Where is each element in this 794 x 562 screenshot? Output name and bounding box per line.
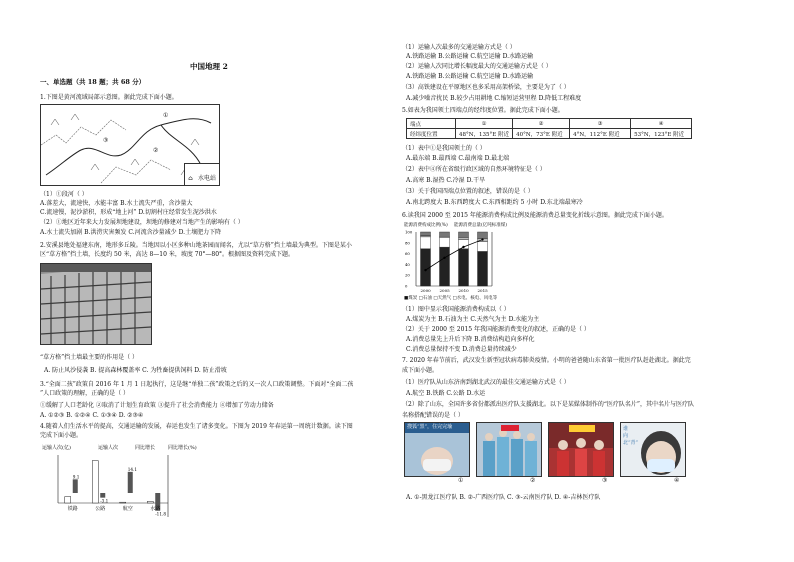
photo-label-4: ④ (674, 477, 680, 484)
q4-s1: （1）运输人次最多的交通运输方式是（ ） (402, 44, 516, 51)
passenger-bar (120, 502, 126, 503)
q1-s2-options: A.水土流失加剧 B.洪涝灾害频发 C.河流含沙量减少 D.土壤肥力下降 (40, 229, 222, 236)
energy-bar-segment (459, 232, 469, 237)
growth-value-label: 9.1 (72, 474, 80, 480)
table-cell: 4°N，112°E 附近 (570, 129, 631, 139)
map-label-2: ② (153, 147, 159, 154)
q5-intro: 5.如表为我国领土四端点的经纬度位置。据此完成下面小题。 (402, 107, 564, 114)
total-consumption-line (426, 240, 483, 271)
chart2-ylabel: 能源消费构成比例(%) (404, 223, 448, 228)
table-cell: 48°N，135°E 附近 (456, 129, 513, 139)
map-label-3: ③ (103, 137, 109, 144)
energy-bar-segment (440, 247, 450, 286)
medical-photo-3 (548, 422, 614, 477)
y-tick-label: 100 (405, 229, 413, 235)
medical-photo-1 (404, 422, 470, 477)
table-cell: 40°N，73°E 附近 (513, 129, 570, 139)
chart1-ylabel: 运输人次(亿) (42, 445, 71, 451)
q4-s3: （3）高铁建设在平原地区也多采用高架桥梁，主要是为了（ ） (402, 84, 570, 91)
q4-s2-options: A.铁路运输 B.公路运输 C.航空运输 D.水路运输 (406, 73, 534, 80)
photo-label-1: ① (458, 477, 464, 484)
q3-options1: ①缓解了人口老龄化 ②取消了计划生育政策 ③提升了社会消费能力 ④增加了劳动力储备 (40, 402, 274, 409)
q4-s3-options: A.减少噪音扰民 B.较少占用耕地 C.缩短运营里程 D.降低工程难度 (406, 95, 582, 102)
table-row (407, 129, 692, 139)
q4-line2: 完成下面小题。 (40, 432, 83, 439)
yellow-river-map (40, 104, 220, 186)
category-label: 铁路 (67, 506, 78, 512)
q3-line1: 3.“全面二孩”政策自 2016 年 1 月 1 日起执行，这是继“单独二孩”政策之后的又一次人口政策调整。下面对“全面二孩 (40, 381, 354, 388)
q6-intro: 6.读我国 2000 至 2015 年能源消费构成比例及能源消费总量变化折线示意图。据此完成下面小题。 (402, 212, 668, 219)
table-cell: 端点 (407, 119, 456, 129)
q7-s1-options: A.航空 B.铁路 C.公路 D.水运 (406, 390, 486, 397)
chart2-svg (404, 228, 504, 298)
growth-bar (100, 493, 105, 498)
q6-s2-options-cd: C.消费总量保持不变 D.消费总量持续减少 (406, 346, 517, 353)
table-cell: 53°N，123°E 附近 (631, 129, 692, 139)
photo3-svg (549, 423, 613, 476)
passenger-bar (147, 501, 153, 503)
photo-svg (41, 264, 151, 344)
q3-line2: ”人口政策的理解，正确的是（ ） (40, 390, 129, 397)
map-legend-label: 水电站 (197, 175, 216, 182)
y-tick-label: 40 (405, 261, 410, 267)
table-row (407, 119, 692, 129)
growth-bar (73, 479, 78, 493)
spring-transport-chart (40, 445, 215, 520)
growth-value-label: -3.1 (100, 498, 109, 504)
q7-s2-options: A. ①-黑龙江医疗队 B. ②-广西医疗队 C. ③-云南医疗队 D. ④-吉林医疗队 (406, 494, 601, 501)
energy-chart (404, 222, 508, 302)
endpoints-table (406, 118, 692, 139)
map-legend (184, 163, 219, 185)
q7-s2: （2）除了山东，全国许多省份都派出医疗队支援湖北。以下是某媒体制作的“医疗队名片”，其中名片与医疗队 (402, 401, 694, 408)
q2-line1: 2.安溪县地处福建东南，地形多丘陵。当地因以小区多种山地茶园而闻名，尤以“草方格”挡土墙最为典型。下图是某小 (40, 242, 352, 249)
chart2-legend: ■煤炭 □石油 □天然气 □水电、核电、风电等 (404, 296, 498, 301)
energy-bar-segment (459, 237, 469, 239)
year-label: 2000 (420, 288, 431, 293)
energy-bar-segment (478, 242, 488, 252)
medical-photo-4 (620, 422, 686, 477)
energy-bar-segment (478, 251, 488, 286)
energy-bar-segment (421, 237, 431, 249)
q1-s2: （2）①地区近年来大力发展坝地建设，坝地的修建对当地产生的影响有（ ） (40, 219, 244, 226)
q6-s2-options-ab: A.消费总量先上升后下降 B.消费结构趋向多样化 (406, 336, 535, 343)
growth-value-label: -11.8 (155, 511, 166, 517)
q1-s1-options-ab: A.落差大，流速快，水能丰富 B.水土流失严重，含沙量大 (40, 200, 193, 207)
chart2-y2label: 能源消费总量(亿吨标准煤) (454, 223, 508, 228)
energy-bar-segment (440, 232, 450, 236)
growth-value-label: 14.1 (127, 466, 138, 472)
chart1-legend-growth: 同比增长 (135, 445, 156, 451)
table-cell: ③ (570, 119, 631, 129)
year-label: 2010 (458, 288, 469, 293)
table-cell: 经纬度位置 (407, 129, 456, 139)
photo2-svg (477, 423, 541, 476)
category-label: 公路 (95, 506, 106, 512)
y-tick-label: 60 (405, 251, 410, 257)
page-title: 中国地理 2 (190, 62, 228, 71)
y-tick-label: 80 (405, 240, 410, 246)
passenger-bar (92, 461, 98, 503)
energy-bar-segment (440, 237, 450, 247)
q6-s2: （2）关于 2000 至 2015 年我国能源消费变化的叙述，正确的是（ ） (402, 326, 590, 333)
total-consumption-point (481, 238, 483, 240)
q4-s1-options: A.铁路运输 B.公路运输 C.航空运输 D.水路运输 (406, 53, 534, 60)
year-label: 2005 (439, 288, 450, 293)
q6-s1-options: A.煤炭为主 B.石油为主 C.天然气为主 D.水能为主 (406, 316, 540, 323)
category-label: 航空 (122, 506, 133, 512)
y-tick-label: 20 (405, 272, 410, 278)
chart1-y2label: 同比增长(%) (168, 445, 197, 451)
y-tick-label: 0 (405, 283, 408, 289)
q7-line1: 7. 2020 年春节前后，武汉发生新型冠状病毒肺炎疫情。小明的爸爸随山东省第一批医疗队赶赴湖北。据此完 (402, 357, 691, 364)
table-cell: ① (456, 119, 513, 129)
photo-label-2: ② (530, 477, 536, 484)
q2-line2: 区“草方格”挡土墙，长度约 50 米，高达 8—10 米，坡度 70°—80°。根据图及资料完成下题。 (40, 251, 295, 258)
total-consumption-point (462, 246, 464, 248)
q2-options: A. 防止风沙侵袭 B. 提高森林覆盖率 C. 为牲畜提供饲料 D. 防止滑坡 (44, 367, 227, 374)
table-cell: ② (513, 119, 570, 129)
total-consumption-point (424, 269, 426, 271)
q5-s2: （2）表中④所在省级行政区域的自然环境特征是（ ） (402, 166, 546, 173)
table-cell: ④ (631, 119, 692, 129)
q6-s1: （1）图中显示我国能源消费构成以（ ） (402, 306, 510, 313)
q4-s2: （2）运输人次同比增长幅度最大的交通运输方式是（ ） (402, 63, 552, 70)
q5-s1-options: A.最东端 B.最西端 C.最南端 D.最北端 (406, 155, 510, 162)
q4-line1: 4.随着人们生活水平的提高，交通运输的发展，春运也发生了诸多变化。下图为 2019 年春运第一周统计数据。读下图 (40, 423, 353, 430)
q1-intro: 1.下图是黄河流域局部示意图。据此完成下面小题。 (40, 94, 178, 101)
q2-caption: “草方格”挡土墙最主要的作用是（ ） (40, 354, 139, 361)
passenger-bar (65, 497, 71, 503)
energy-bar-segment (459, 249, 469, 286)
medical-photo-2 (476, 422, 542, 477)
q5-s1: （1）表中①是我国领土的（ ） (402, 145, 486, 152)
hydropower-icon: ⌂ (188, 175, 193, 182)
q7-s2b: 名称搭配错误的是（ ） (402, 412, 464, 419)
q5-s3-options: A.南北跨度大 B.东西跨度大 C.东西相距约 5 小时 D.东北端最寒冷 (406, 199, 583, 206)
growth-bar (128, 472, 133, 493)
photo1-caption: 搜狐“黑”，住完完瑜 (407, 424, 453, 430)
chart1-legend-passengers: 运输人次 (98, 445, 119, 451)
q5-s2-options: A.高寒 B.湿热 C.冷湿 D.干旱 (406, 177, 486, 184)
section-heading: 一、单选题（共 18 题；共 68 分） (40, 78, 146, 86)
total-consumption-point (443, 257, 445, 259)
q7-s1: （1）医疗队从山东济南到湖北武汉的最佳交通运输方式是（ ） (402, 379, 570, 386)
energy-bar-segment (478, 232, 488, 238)
q5-s3: （3）关于我国四端点位置的叙述，错误的是（ ） (402, 188, 534, 195)
q3-options2: A. ①②③ B. ①②④ C. ①③④ D. ②③④ (40, 412, 144, 419)
map-label-1: ① (163, 112, 169, 119)
chart1-svg (40, 445, 215, 520)
q1-s1-options-cd: C.流速慢，泥沙淤积，形成“地上河” D.切割村庄经常发生泥沙洪水 (40, 209, 217, 216)
photo4-caption: 谁向北“青” (623, 426, 639, 446)
photo-label-3: ③ (602, 477, 608, 484)
retaining-wall-photo (40, 263, 152, 345)
energy-bar-segment (421, 249, 431, 286)
q1-s1: （1）①段河（ ） (40, 191, 88, 198)
year-label: 2015 (477, 288, 488, 293)
category-label: 水路 (150, 506, 161, 512)
energy-bar-segment (421, 232, 431, 236)
q7-line2: 成下面小题。 (402, 367, 439, 374)
